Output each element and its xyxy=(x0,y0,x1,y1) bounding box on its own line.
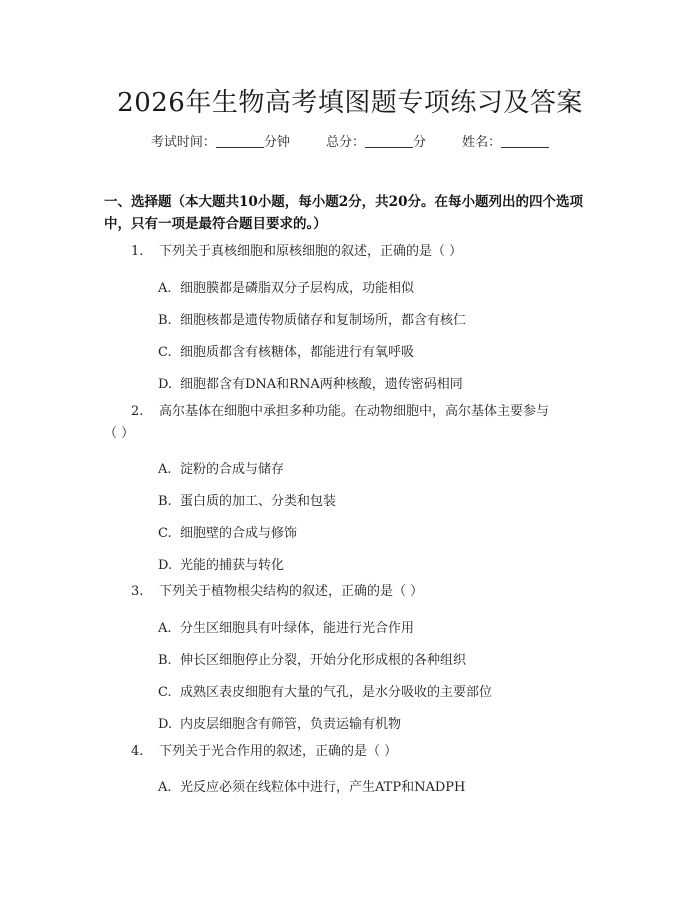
exam-meta xyxy=(0,131,700,150)
option-letter: D. xyxy=(158,717,173,732)
question-1-option-d xyxy=(158,373,463,392)
score-unit: 分 xyxy=(413,135,427,150)
question-text: 下列关于真核细胞和原核细胞的叙述，正确的是（ ） xyxy=(159,244,463,259)
question-1-option-c xyxy=(158,341,414,360)
question-2-option-c xyxy=(158,522,297,541)
option-letter: A. xyxy=(158,780,172,795)
option-letter: B. xyxy=(158,494,172,509)
question-number: 1. xyxy=(131,244,144,259)
option-text: 成熟区表皮细胞有大量的气孔，是水分吸收的主要部位 xyxy=(180,685,493,700)
question-2-continuation: （ ） xyxy=(104,426,135,441)
option-text: 细胞质都含有核糖体，都能进行有氧呼吸 xyxy=(180,345,415,360)
option-text: 光反应必须在线粒体中进行，产生ATP和NADPH xyxy=(180,780,466,795)
score-blank xyxy=(365,135,413,148)
question-4-option-a xyxy=(158,776,465,795)
option-letter: B. xyxy=(158,653,172,668)
question-2-option-d xyxy=(158,554,284,573)
score-field xyxy=(326,135,426,150)
option-text: 淀粉的合成与储存 xyxy=(180,462,285,477)
option-letter: C. xyxy=(158,526,172,541)
section-heading: 一、选择题（本大题共10小题，每小题2分，共20分。在每小题列出的四个选项中，只有一项是最符合题目要求的。） xyxy=(104,194,583,232)
option-text: 分生区细胞具有叶绿体，能进行光合作用 xyxy=(180,621,415,636)
question-number: 2. xyxy=(131,404,144,419)
option-letter: D. xyxy=(158,558,173,573)
option-text: 内皮层细胞含有筛管，负责运输有机物 xyxy=(180,717,402,732)
question-2-option-a xyxy=(158,458,284,477)
question-3-option-a xyxy=(158,617,414,636)
option-letter: C. xyxy=(158,345,172,360)
question-number: 3. xyxy=(131,584,144,599)
option-letter: A. xyxy=(158,281,172,296)
question-2 xyxy=(131,401,549,423)
question-3-option-b xyxy=(158,649,466,668)
question-3 xyxy=(131,581,423,603)
option-text: 细胞核都是遗传物质储存和复制场所，都含有核仁 xyxy=(180,313,467,328)
option-letter: A. xyxy=(158,462,172,477)
time-field xyxy=(151,135,290,150)
option-letter: C. xyxy=(158,685,172,700)
name-blank xyxy=(501,135,549,148)
option-text: 伸长区细胞停止分裂，开始分化形成根的各种组织 xyxy=(180,653,467,668)
time-label: 考试时间： xyxy=(150,135,216,150)
option-text: 光能的捕获与转化 xyxy=(180,558,285,573)
question-3-option-c xyxy=(158,681,492,700)
question-1-option-b xyxy=(158,309,466,328)
time-unit: 分钟 xyxy=(263,135,290,150)
question-1-option-a xyxy=(158,277,414,296)
question-1 xyxy=(131,241,462,263)
question-3-option-d xyxy=(158,713,401,732)
score-label: 总分： xyxy=(325,135,365,150)
option-text: 细胞壁的合成与修饰 xyxy=(180,526,298,541)
question-text: 下列关于光合作用的叙述，正确的是（ ） xyxy=(159,744,398,759)
option-letter: B. xyxy=(158,313,172,328)
question-2-option-b xyxy=(158,490,336,509)
option-text: 细胞都含有DNA和RNA两种核酸，遗传密码相同 xyxy=(180,377,463,392)
option-text: 细胞膜都是磷脂双分子层构成，功能相似 xyxy=(180,281,415,296)
option-letter: D. xyxy=(158,377,173,392)
time-blank xyxy=(216,135,264,148)
name-field xyxy=(462,135,549,150)
option-letter: A. xyxy=(158,621,172,636)
option-text: 蛋白质的加工、分类和包装 xyxy=(180,494,337,509)
page-title: 2026年生物高考填图题专项练习及答案 xyxy=(117,88,583,118)
question-number: 4. xyxy=(131,744,144,759)
question-text: 高尔基体在细胞中承担多种功能。在动物细胞中，高尔基体主要参与 xyxy=(159,404,550,419)
question-text: 下列关于植物根尖结构的叙述，正确的是（ ） xyxy=(159,584,424,599)
name-label: 姓名： xyxy=(462,135,502,150)
question-4 xyxy=(131,741,397,763)
